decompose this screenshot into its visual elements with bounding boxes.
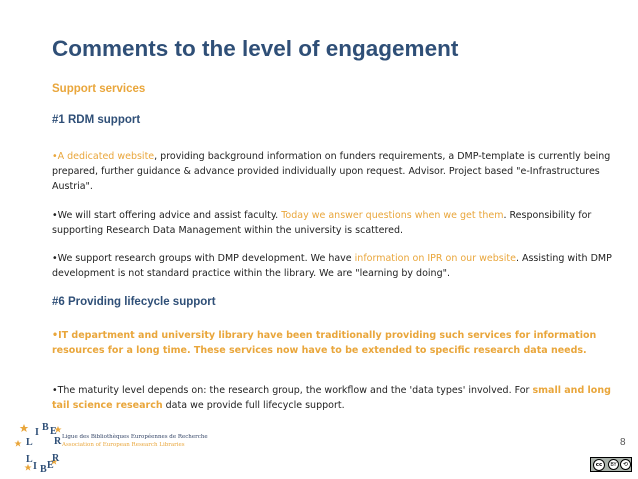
highlight-text: Today we answer questions when we get them: [281, 210, 504, 221]
ipr-website-link[interactable]: information on IPR on our website: [354, 253, 516, 264]
section-heading-lifecycle-support: #6 Providing lifecycle support: [52, 296, 216, 308]
paragraph-dmp-development: [52, 251, 612, 281]
paragraph-text: •We support research groups with DMP development. We have: [52, 253, 355, 264]
section-heading-rdm-support: #1 RDM support: [52, 114, 141, 126]
share-alike-icon: ⟲: [620, 459, 631, 470]
logo-letter: R: [54, 436, 62, 447]
cc-icon: cc: [593, 459, 605, 471]
cc-license-badge[interactable]: [590, 457, 632, 472]
paragraph-text: . Assisting with DMP development is not standard practice within the library. We are "learning by doing".: [52, 253, 612, 279]
logo-caption: [62, 433, 208, 449]
by-icon: BY: [608, 459, 619, 470]
star-icon: [14, 440, 21, 447]
highlight-text: IT department and university library have been traditionally providing such services for information resources for a long time. These services now have to be extended to specific research data needs.: [52, 330, 597, 356]
paragraph-text: . Responsibility for supporting Research Data Management within the university is scattered.: [52, 210, 592, 236]
logo-letter: R: [52, 453, 60, 464]
logo-letter: I: [33, 461, 37, 472]
paragraph-maturity-level: [52, 383, 612, 413]
paragraph-advice: [52, 208, 612, 238]
logo-letter: E: [47, 460, 54, 471]
paragraph-text: , providing background information on funders requirements, a DMP-template is currently being prepared, further guidance & advance provided individually upon request. Advisor. Project based "e-Infrastructures Austria".: [52, 151, 611, 192]
logo-line-french: Ligue des Bibliothèques Européennes de Recherche: [62, 434, 208, 440]
paragraph-text: data we provide full lifecycle support.: [162, 400, 345, 411]
logo-letter: E: [50, 426, 57, 437]
bullet: •: [52, 151, 58, 162]
logo-letter: L: [26, 437, 33, 448]
highlight-text: small and long tail science research: [52, 385, 611, 411]
page-number: 8: [620, 437, 626, 448]
logo-line-english: Association of European Research Libraries: [62, 442, 185, 448]
bullet: •: [52, 330, 59, 341]
logo-letter: I: [35, 427, 39, 438]
logo-letter: L: [26, 454, 33, 465]
paragraph-text: •The maturity level depends on: the research group, the workflow and the 'data types' involved. For: [52, 385, 533, 396]
paragraph-text: •We will start offering advice and assist faculty.: [52, 210, 282, 221]
logo-letter: B: [42, 422, 49, 433]
slide-subtitle: Support services: [52, 83, 146, 95]
logo-letter: B: [40, 464, 47, 474]
paragraph-dedicated-website: [52, 149, 612, 194]
star-icon: [20, 424, 29, 432]
dedicated-website-link[interactable]: A dedicated website: [57, 151, 155, 162]
paragraph-it-department: [52, 328, 612, 358]
slide-title: Comments to the level of engagement: [52, 36, 459, 61]
